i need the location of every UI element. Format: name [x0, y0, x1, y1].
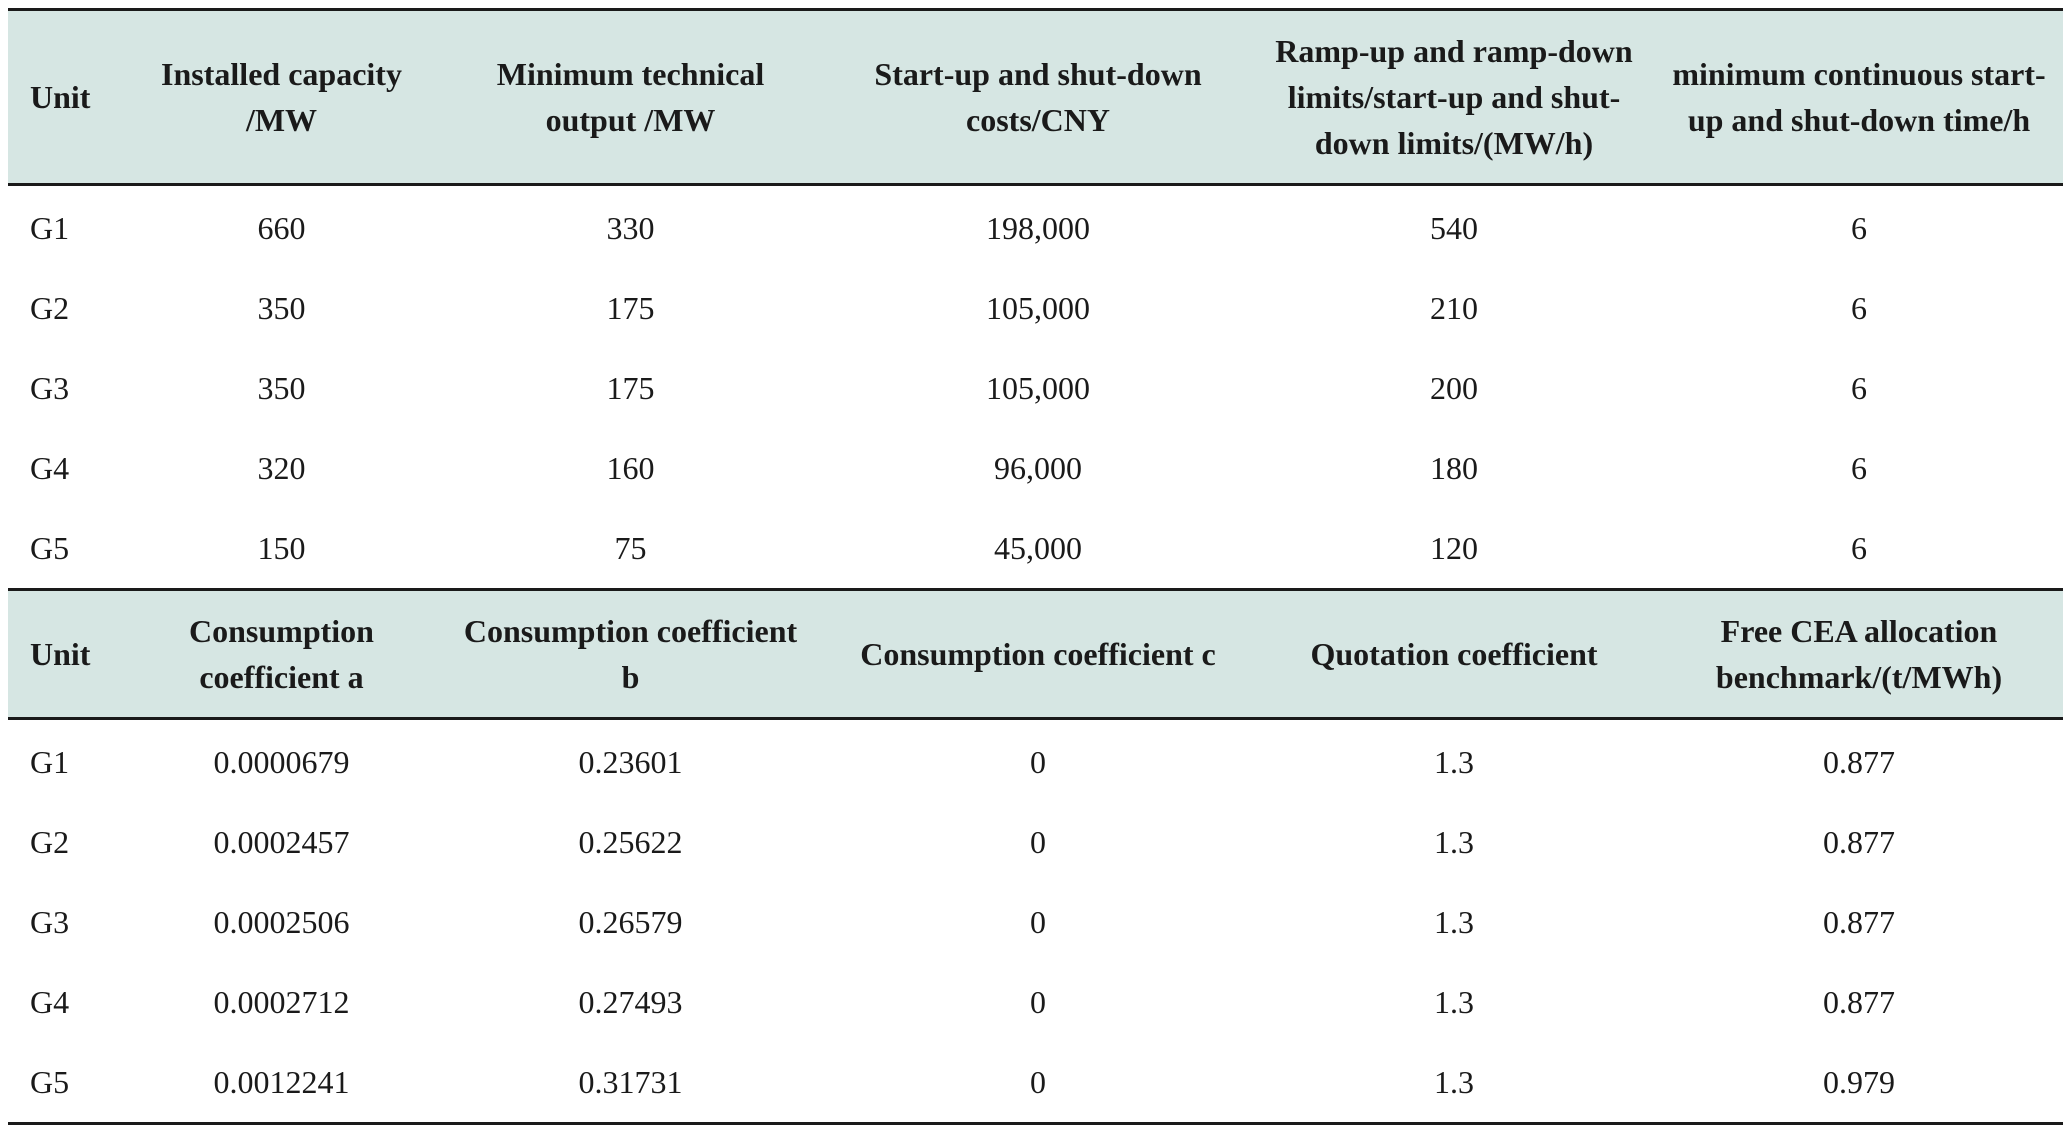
value-cell: 0	[1030, 903, 1046, 940]
value-cell: 180	[1430, 449, 1478, 486]
value-cell: 540	[1430, 209, 1478, 246]
section2-header-row	[8, 590, 2063, 719]
table-row	[8, 508, 2063, 590]
value-cell: 1.3	[1434, 903, 1474, 940]
value-cell: 0	[1030, 983, 1046, 1020]
value-cell: 96,000	[994, 449, 1082, 486]
value-cell: 0.877	[1823, 743, 1895, 780]
value-cell: 0	[823, 1042, 1253, 1124]
value-cell: 0.877	[1823, 903, 1895, 940]
table-row	[8, 962, 2063, 1042]
value-cell: 6	[1851, 369, 1867, 406]
column-header: Unit	[8, 590, 125, 719]
value-cell: 0.877	[1823, 983, 1895, 1020]
value-cell: 150	[257, 529, 306, 566]
value-cell: 0.31731	[438, 1042, 823, 1124]
value-cell: 660	[257, 209, 306, 246]
unit-cell: G4	[30, 983, 70, 1020]
value-cell: 75	[614, 529, 647, 566]
value-cell: 350	[257, 289, 306, 326]
table-row	[8, 882, 2063, 962]
value-cell: 160	[606, 449, 655, 486]
value-cell: 0.979	[1655, 1042, 2063, 1124]
value-cell: 1.3	[1434, 823, 1474, 860]
table-body	[8, 10, 2063, 1124]
value-cell: 6	[1851, 529, 1867, 566]
value-cell: 6	[1851, 289, 1867, 326]
value-cell: 210	[1430, 289, 1478, 326]
column-header: Installed capacity /MW	[125, 10, 438, 185]
value-cell: 1.3	[1434, 743, 1474, 780]
column-header: minimum continuous start-up and shut-down time/h	[1655, 10, 2063, 185]
unit-cell: G5	[8, 1042, 125, 1124]
table-row	[8, 802, 2063, 882]
table-row	[8, 268, 2063, 348]
table-row	[8, 185, 2063, 269]
unit-cell: G2	[30, 289, 70, 326]
unit-parameters-table	[8, 8, 2063, 1125]
table-row	[8, 1042, 2063, 1124]
table-row	[8, 348, 2063, 428]
value-cell: 105,000	[986, 369, 1090, 406]
value-cell: 175	[606, 289, 655, 326]
column-header: Ramp-up and ramp-down limits/start-up and shut-down limits/(MW/h)	[1253, 10, 1655, 185]
table-row	[8, 719, 2063, 803]
column-header: Quotation coefficient	[1253, 590, 1655, 719]
value-cell: 0.26579	[578, 903, 683, 940]
value-cell: 320	[257, 449, 306, 486]
unit-cell: G3	[30, 903, 70, 940]
value-cell: 0	[1030, 743, 1046, 780]
unit-cell: G1	[30, 743, 70, 780]
value-cell: 330	[606, 209, 655, 246]
value-cell: 0	[1030, 823, 1046, 860]
table-row	[8, 428, 2063, 508]
unit-cell: G4	[30, 449, 70, 486]
value-cell: 0.0012241	[125, 1042, 438, 1124]
value-cell: 1.3	[1434, 983, 1474, 1020]
value-cell: 0.0002712	[213, 983, 350, 1020]
value-cell: 120	[1430, 529, 1478, 566]
value-cell: 6	[1851, 209, 1867, 246]
column-header: Consumption coefficient c	[823, 590, 1253, 719]
value-cell: 0.23601	[578, 743, 683, 780]
value-cell: 200	[1430, 369, 1478, 406]
column-header: Unit	[8, 10, 125, 185]
value-cell: 350	[257, 369, 306, 406]
value-cell: 0.0000679	[213, 743, 350, 780]
value-cell: 105,000	[986, 289, 1090, 326]
value-cell: 6	[1851, 449, 1867, 486]
value-cell: 1.3	[1253, 1042, 1655, 1124]
value-cell: 0.0002506	[213, 903, 350, 940]
value-cell: 175	[606, 369, 655, 406]
value-cell: 0.25622	[578, 823, 683, 860]
column-header: Free CEA allocation benchmark/(t/MWh)	[1655, 590, 2063, 719]
column-header: Start-up and shut-down costs/CNY	[823, 10, 1253, 185]
unit-cell: G5	[30, 529, 70, 566]
unit-cell: G1	[30, 209, 70, 246]
unit-cell: G3	[30, 369, 70, 406]
section1-header-row	[8, 10, 2063, 185]
value-cell: 198,000	[986, 209, 1090, 246]
value-cell: 0.877	[1823, 823, 1895, 860]
column-header: Consumption coefficient b	[438, 590, 823, 719]
value-cell: 0.27493	[578, 983, 683, 1020]
value-cell: 45,000	[994, 529, 1082, 566]
column-header: Minimum technical output /MW	[438, 10, 823, 185]
unit-cell: G2	[30, 823, 70, 860]
column-header: Consumption coefficient a	[125, 590, 438, 719]
value-cell: 0.0002457	[213, 823, 350, 860]
